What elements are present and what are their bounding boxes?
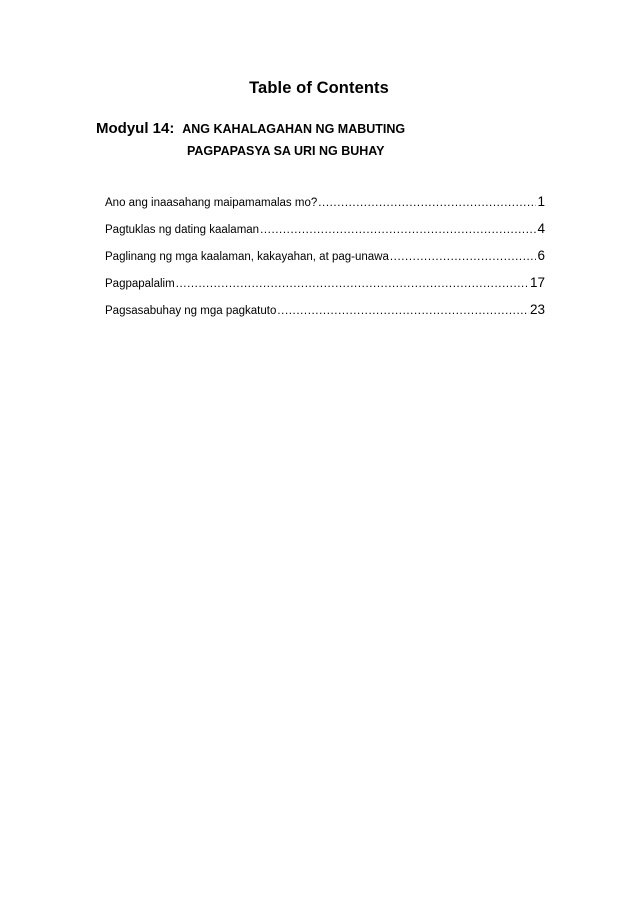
module-title-line2: PAGPAPASYA SA URI NG BUHAY — [187, 144, 385, 158]
dot-leader — [277, 305, 529, 317]
toc-entry-page: 17 — [529, 275, 545, 290]
module-title-line1: ANG KAHALAGAHAN NG MABUTING — [182, 122, 406, 136]
dot-leader — [176, 278, 529, 290]
module-label: Modyul 14: — [96, 120, 175, 137]
dot-leader — [260, 224, 536, 236]
toc-entry[interactable] — [105, 248, 545, 275]
toc-entry-page: 1 — [537, 194, 545, 209]
toc-entry-label: Paglinang ng mga kaalaman, kakayahan, at pag-unawa — [105, 251, 389, 263]
page-title: Table of Contents — [249, 79, 389, 97]
dot-leader — [390, 251, 537, 263]
dot-leader — [318, 197, 536, 209]
toc-entry-label: Pagtuklas ng dating kaalaman — [105, 224, 260, 236]
toc-entry[interactable] — [105, 194, 545, 221]
toc-entry-label: Pagsasabuhay ng mga pagkatuto — [105, 305, 277, 317]
toc-entry[interactable] — [105, 302, 545, 329]
toc-list — [105, 194, 545, 329]
toc-entry-label: Pagpapalalim — [105, 278, 175, 290]
toc-entry-page: 4 — [537, 221, 545, 236]
toc-entry[interactable] — [105, 221, 545, 248]
toc-entry-page: 23 — [529, 302, 545, 317]
toc-entry-label: Ano ang inaasahang maipamamalas mo? — [105, 197, 318, 209]
module-heading — [96, 120, 405, 137]
toc-entry[interactable] — [105, 275, 545, 302]
toc-entry-page: 6 — [537, 248, 545, 263]
